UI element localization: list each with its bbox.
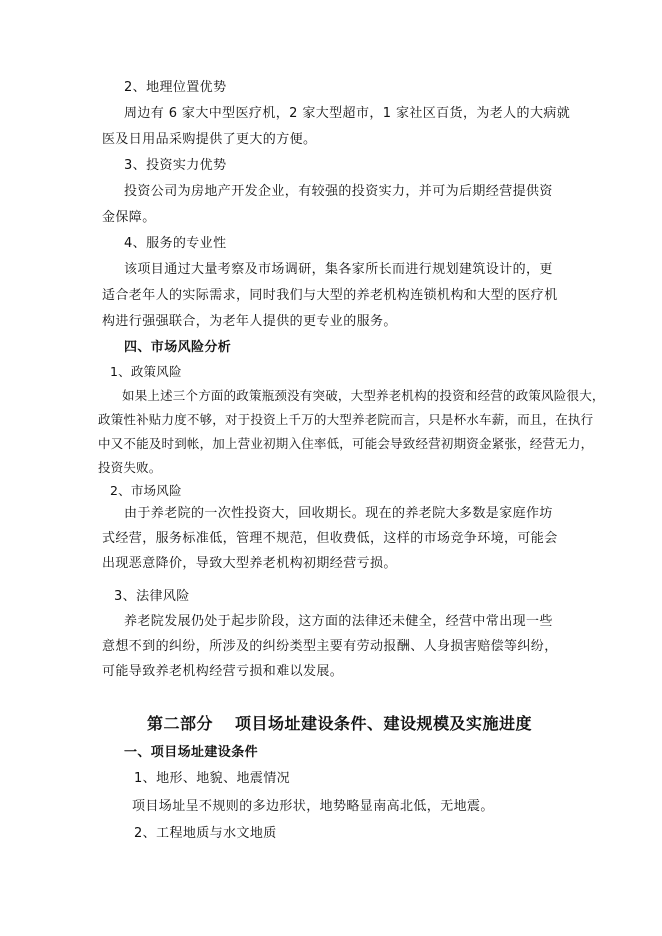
market-risk-heading: 四、市场风险分析 xyxy=(124,340,232,355)
legal-risk-line-3: 可能导致养老机构经营亏损和难以发展。 xyxy=(102,664,344,679)
legal-risk-line-1: 养老院发展仍处于起步阶段，这方面的法律还未健全，经营中常出现一些 xyxy=(124,614,553,629)
policy-risk-line-4: 投资失败。 xyxy=(98,460,162,475)
item4-body-line-2: 适合老年人的实际需求，同时我们与大型的养老机构连锁机构和大型的医疗机 xyxy=(102,288,558,303)
policy-risk-line-3: 中又不能及时到帐，加上营业初期入住率低，可能会导致经营初期资金紧张，经营无力， xyxy=(98,436,594,451)
terrain-title: 1、地形、地貌、地震情况 xyxy=(134,771,291,786)
policy-risk-title: 1、政策风险 xyxy=(110,364,182,379)
item4-title: 4、服务的专业性 xyxy=(124,236,227,251)
item4-body-line-1: 该项目通过大量考察及市场调研，集各家所长而进行规划建筑设计的，更 xyxy=(124,262,553,277)
legal-risk-title: 3、法律风险 xyxy=(114,589,190,604)
market-risk-title: 2、市场风险 xyxy=(110,483,182,498)
market-risk-line-2: 式经营，服务标准低，管理不规范，但收费低，这样的市场竞争环境，可能会 xyxy=(102,531,558,546)
site-conditions-heading: 一、项目场址建设条件 xyxy=(124,745,259,760)
part2-name: 项目场址建设条件、建设规模及实施进度 xyxy=(235,714,533,733)
policy-risk-line-1: 如果上述三个方面的政策瓶颈没有突破，大型养老机构的投资和经营的政策风险很大， xyxy=(122,388,605,403)
market-risk-line-3: 出现恶意降价，导致大型养老机构初期经营亏损。 xyxy=(102,556,397,571)
legal-risk-line-2: 意想不到的纠纷，所涉及的纠纷类型主要有劳动报酬、人身损害赔偿等纠纷， xyxy=(102,639,558,654)
item3-body-line-1: 投资公司为房地产开发企业，有较强的投资实力，并可为后期经营提供资 xyxy=(124,184,553,199)
terrain-body: 项目场址呈不规则的多边形状，地势略显南高北低，无地震。 xyxy=(132,799,494,814)
item2-body-line-1: 周边有 6 家大中型医疗机，2 家大型超市，1 家社区百货，为老人的大病就 xyxy=(124,106,571,121)
market-risk-line-1: 由于养老院的一次性投资大，回收期长。现在的养老院大多数是家庭作坊 xyxy=(124,506,553,521)
item4-body-line-3: 构进行强强联合，为老年人提供的更专业的服务。 xyxy=(102,314,397,329)
geology-title: 2、工程地质与水文地质 xyxy=(134,826,277,841)
part2-label: 第二部分 xyxy=(147,714,214,733)
item3-body-line-2: 金保障。 xyxy=(102,210,156,225)
item3-title: 3、投资实力优势 xyxy=(124,158,227,173)
policy-risk-line-2: 政策性补贴力度不够，对于投资上千万的大型养老院而言，只是杯水车薪，而且，在执行 xyxy=(98,412,594,427)
part2-title xyxy=(147,714,532,734)
item2-body-line-2: 医及日用品采购提供了更大的方便。 xyxy=(102,132,317,147)
item2-title: 2、地理位置优势 xyxy=(124,80,227,95)
